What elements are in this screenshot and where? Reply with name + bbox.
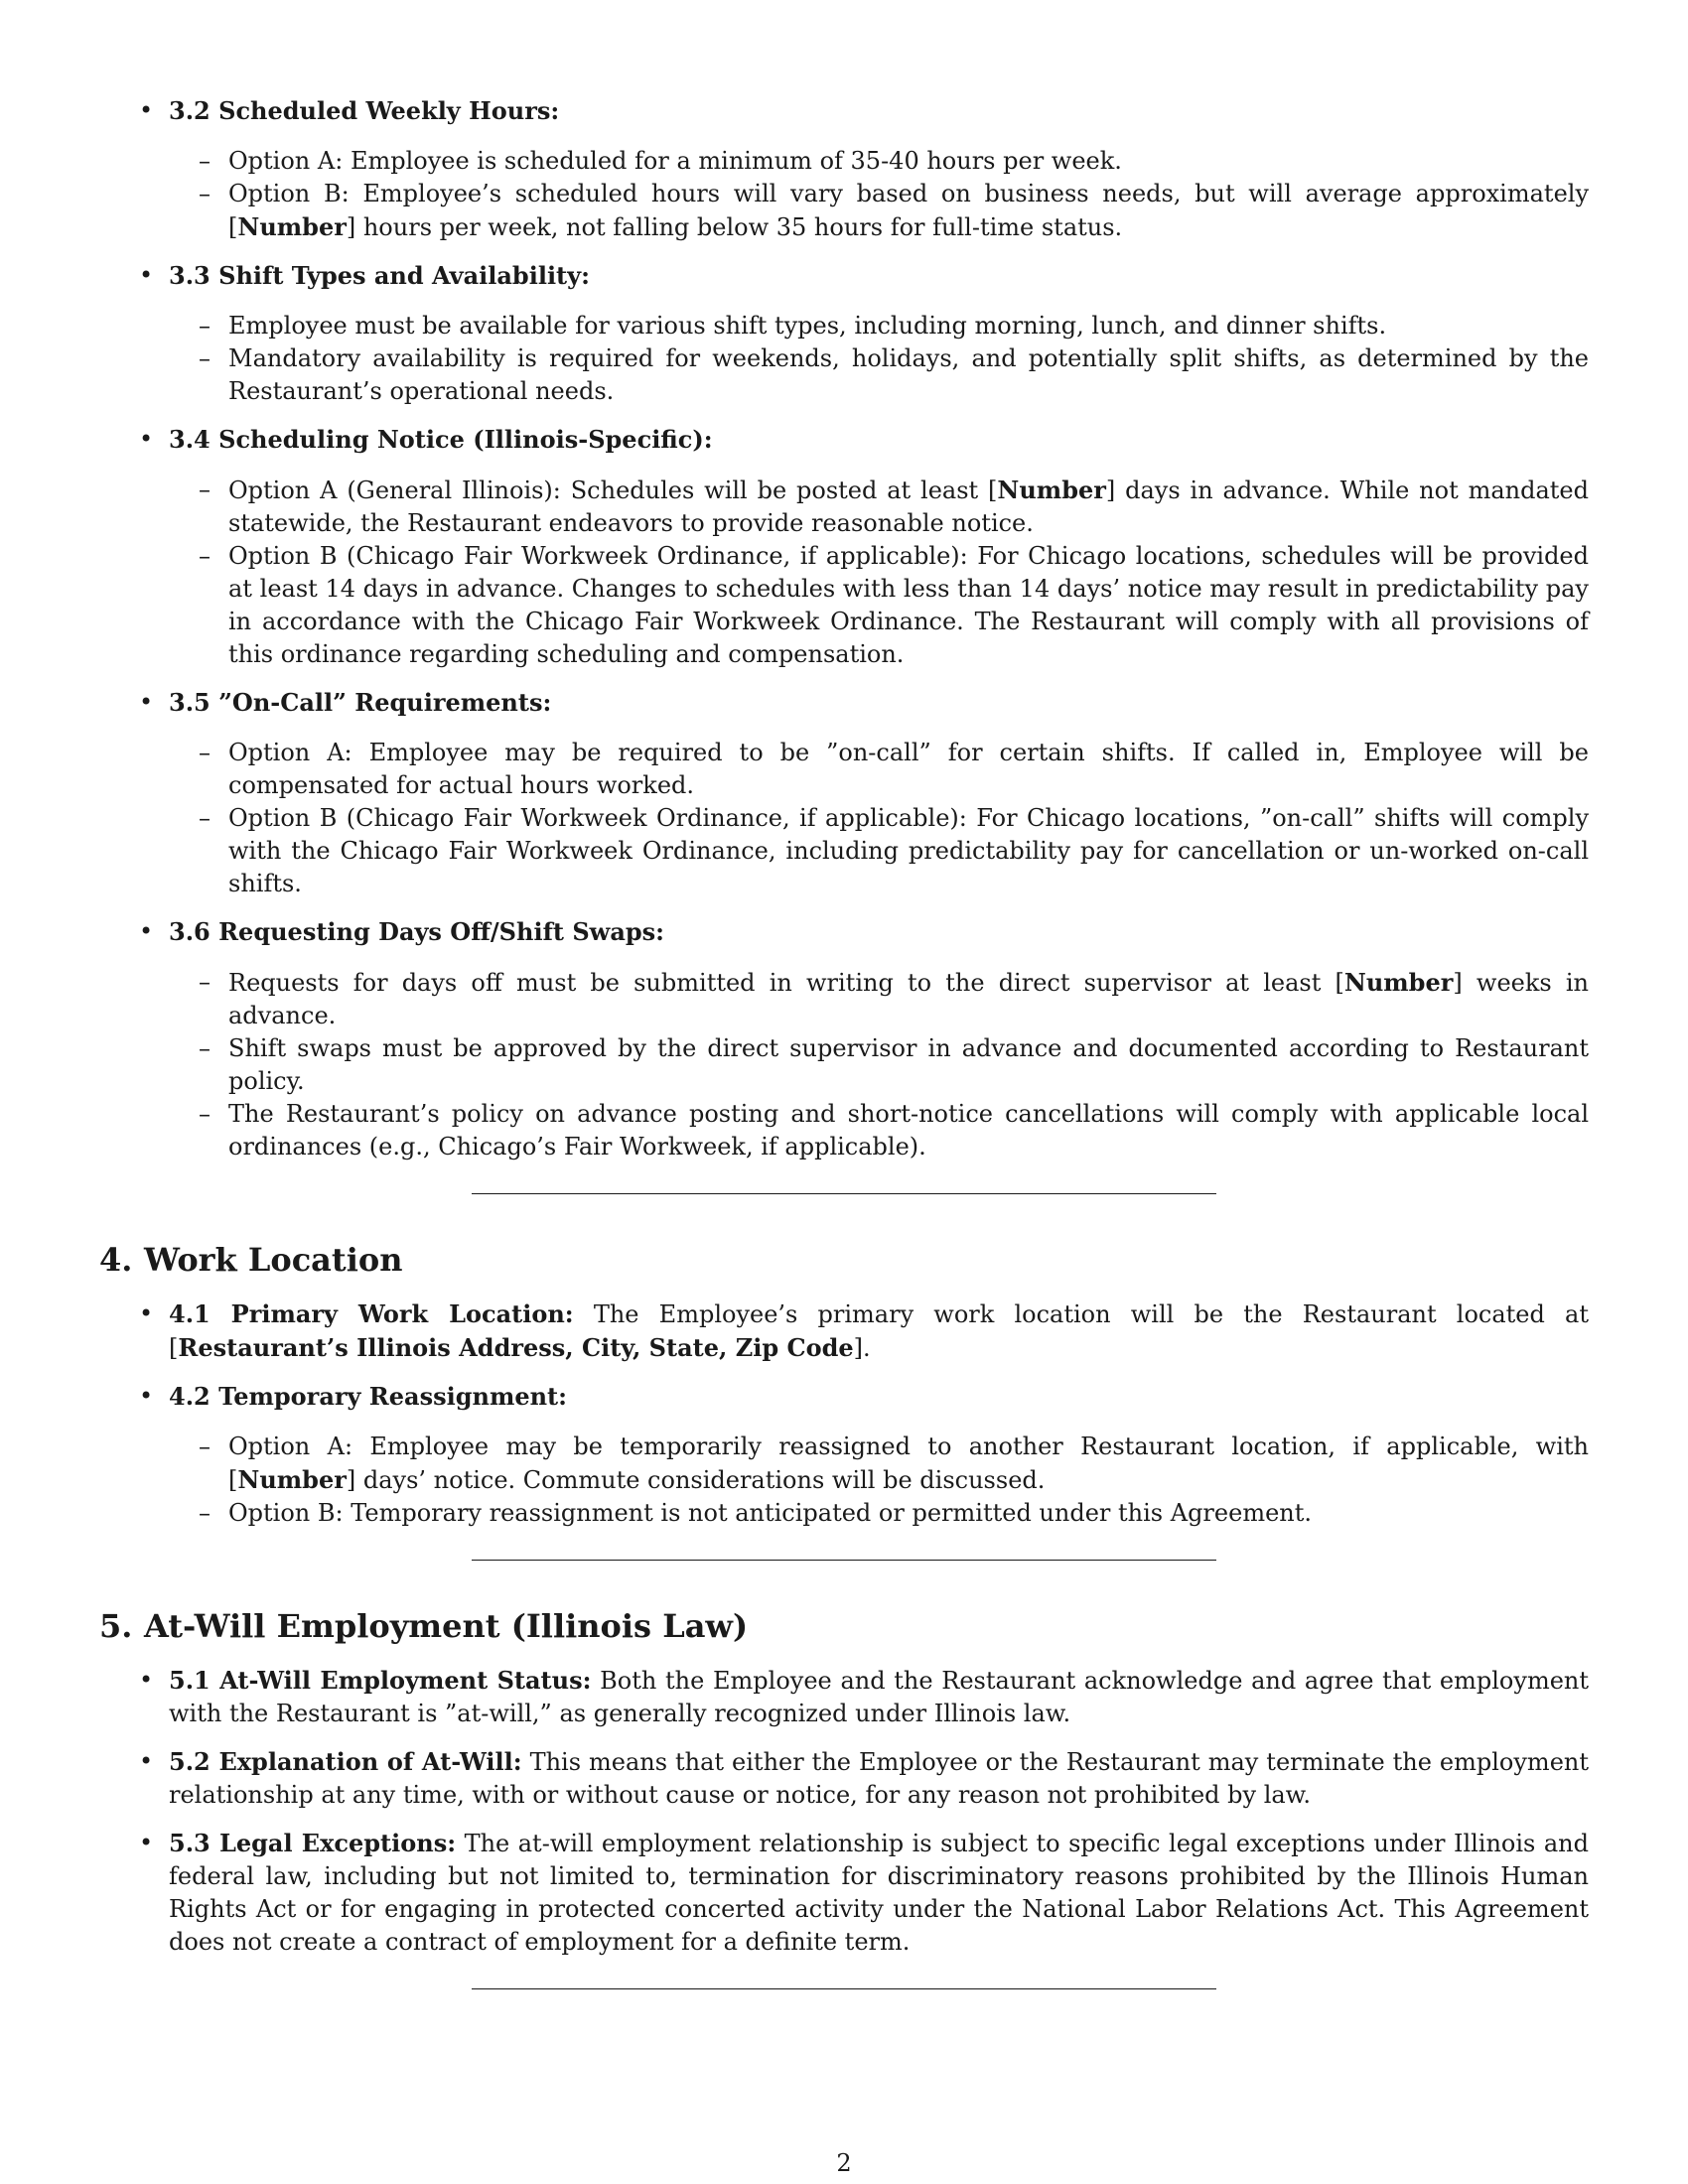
section-5-number: 5. [99, 1607, 133, 1645]
sub-clause-text: Option A: Employee may be required to be ”on-call” for certain shifts. If called in, Employee will be compensated for actual hours worked. [228, 739, 1589, 799]
sub-clause-text: Requests for days off must be submitted in writing to the direct supervisor at least [ [228, 969, 1344, 997]
section-divider [472, 1560, 1216, 1561]
clause-4-2-option-b-text: Option B: Temporary reassignment is not anticipated or permitted under this Agreement. [228, 1499, 1313, 1527]
page-number: 2 [836, 2149, 852, 2177]
section-4-title: Work Location [144, 1241, 403, 1279]
sub-clause-text: Option A (General Illinois): Schedules will be posted at least [ [228, 477, 998, 504]
sub-clause [199, 145, 1589, 178]
clause-3-3 [99, 259, 1589, 408]
clause-5-2-heading: 5.2 Explanation of At-Will: [169, 1747, 522, 1776]
clause-4-2-option-b [199, 1497, 1589, 1530]
section-3-list [99, 94, 1589, 1163]
section-4-number: 4. [99, 1241, 133, 1279]
clause-5-3 [99, 1827, 1589, 1959]
clause-4-1 [99, 1297, 1589, 1365]
sub-clause-text: Option A: Employee is scheduled for a minimum of 35-40 hours per week. [228, 147, 1122, 175]
clause-3-2 [99, 94, 1589, 244]
section-divider [472, 1193, 1216, 1194]
clause-5-2 [99, 1745, 1589, 1812]
sub-clause-text: Mandatory availability is required for weekends, holidays, and potentially split shifts, as determined by the Restaurant’s operational needs. [228, 344, 1589, 405]
sub-clause [199, 1098, 1589, 1163]
sub-clause [199, 737, 1589, 802]
sub-clause [199, 802, 1589, 900]
clause-3-4 [99, 423, 1589, 671]
clause-4-1-text-a: The Employee’s primary work location will be the Restaurant located at [ [169, 1300, 1590, 1362]
clause-heading: 3.5 ”On-Call” Requirements: [169, 688, 552, 717]
sub-clause-text: Option B (Chicago Fair Workweek Ordinance, if applicable): For Chicago locations, ”on-call” shifts will comply with the Chicago Fair Workweek Ordinance, including predictability pay for cancellation or un-worked on-call shifts. [228, 804, 1589, 897]
clause-heading: 3.6 Requesting Days Off/Shift Swaps: [169, 917, 665, 946]
section-4-heading [99, 1240, 1589, 1280]
clause-heading: 3.4 Scheduling Notice (Illinois-Specific): [169, 425, 713, 454]
clause-heading: 3.2 Scheduled Weekly Hours: [169, 96, 560, 125]
clause-4-2-option-a-text-b: ] days’ notice. Commute considerations will be discussed. [346, 1466, 1046, 1494]
clause-4-1-text-b: ]. [853, 1334, 871, 1362]
sub-clause [199, 342, 1589, 408]
clause-5-1-text: Both the Employee and the Restaurant acknowledge and agree that employment with the Restaurant is ”at-will,” as generally recognized under Illinois law. [169, 1667, 1590, 1727]
clause-4-2-option-a-text: Option A: Employee may be temporarily reassigned to another Restaurant location, if applicable, with [ [228, 1433, 1589, 1494]
clause-3-5 [99, 686, 1589, 900]
clause-3-6 [99, 915, 1589, 1163]
clause-5-2-text: This means that either the Employee or the Restaurant may terminate the employment relationship at any time, with or without cause or notice, for any reason not prohibited by law. [169, 1748, 1589, 1809]
sub-clause [199, 540, 1589, 671]
sub-clause-text: ] weeks in advance. [228, 969, 1589, 1029]
clause-5-1-heading: 5.1 At-Will Employment Status: [169, 1666, 592, 1695]
sub-clause [199, 310, 1589, 342]
clause-5-1 [99, 1664, 1589, 1730]
sub-clause-text: Shift swaps must be approved by the direct supervisor in advance and documented according to Restaurant policy. [228, 1034, 1589, 1095]
clause-4-1-heading: 4.1 Primary Work Location: [169, 1299, 574, 1328]
section-5-heading [99, 1606, 1589, 1646]
clause-4-2-option-a-placeholder: Number [237, 1465, 347, 1494]
sub-clause-text: Option B: Employee’s scheduled hours will vary based on business needs, but will average approximately [ [228, 180, 1589, 241]
placeholder-field: Number [1343, 968, 1454, 997]
sub-clause-text: ] days in advance. While not mandated statewide, the Restaurant endeavors to provide reasonable notice. [228, 477, 1589, 537]
sub-clause [199, 1032, 1589, 1098]
sub-clause-text: Option B (Chicago Fair Workweek Ordinance, if applicable): For Chicago locations, schedules will be provided at least 14 days in advance. Changes to schedules with less than 14 days’ notice may result in predictability pay in accordance with the Chicago Fair Workweek Ordinance. The Restaurant will comply with all provisions of this ordinance regarding scheduling and compensation. [228, 542, 1589, 668]
clause-5-3-text: The at-will employment relationship is subject to specific legal exceptions under Illinois and federal law, including but not limited to, termination for discriminatory reasons prohibited by the Illinois Human Rights Act or for engaging in protected concerted activity under the National Labor Relations Act. This Agreement does not create a contract of employment for a definite term. [169, 1830, 1589, 1956]
sub-clause-text: Employee must be available for various shift types, including morning, lunch, and dinner shifts. [228, 312, 1387, 340]
placeholder-field: Number [237, 212, 347, 241]
sub-clause [199, 474, 1589, 540]
sub-clause [199, 966, 1589, 1032]
sub-clause-text: ] hours per week, not falling below 35 hours for full-time status. [346, 213, 1123, 241]
clause-4-2 [99, 1380, 1589, 1530]
clause-heading: 3.3 Shift Types and Availability: [169, 261, 590, 290]
clause-4-2-heading: 4.2 Temporary Reassignment: [169, 1382, 568, 1411]
section-5-title: At-Will Employment (Illinois Law) [144, 1607, 749, 1645]
section-divider [472, 1988, 1216, 1989]
placeholder-field: Number [997, 476, 1106, 504]
clause-4-1-placeholder: Restaurant’s Illinois Address, City, State, Zip Code [178, 1333, 854, 1362]
sub-clause [199, 178, 1589, 244]
sub-clause-text: The Restaurant’s policy on advance posting and short-notice cancellations will comply with applicable local ordinances (e.g., Chicago’s Fair Workweek, if applicable). [228, 1100, 1589, 1160]
clause-5-3-heading: 5.3 Legal Exceptions: [169, 1829, 457, 1857]
clause-4-2-option-a [199, 1431, 1589, 1497]
document-body [99, 94, 1589, 1989]
